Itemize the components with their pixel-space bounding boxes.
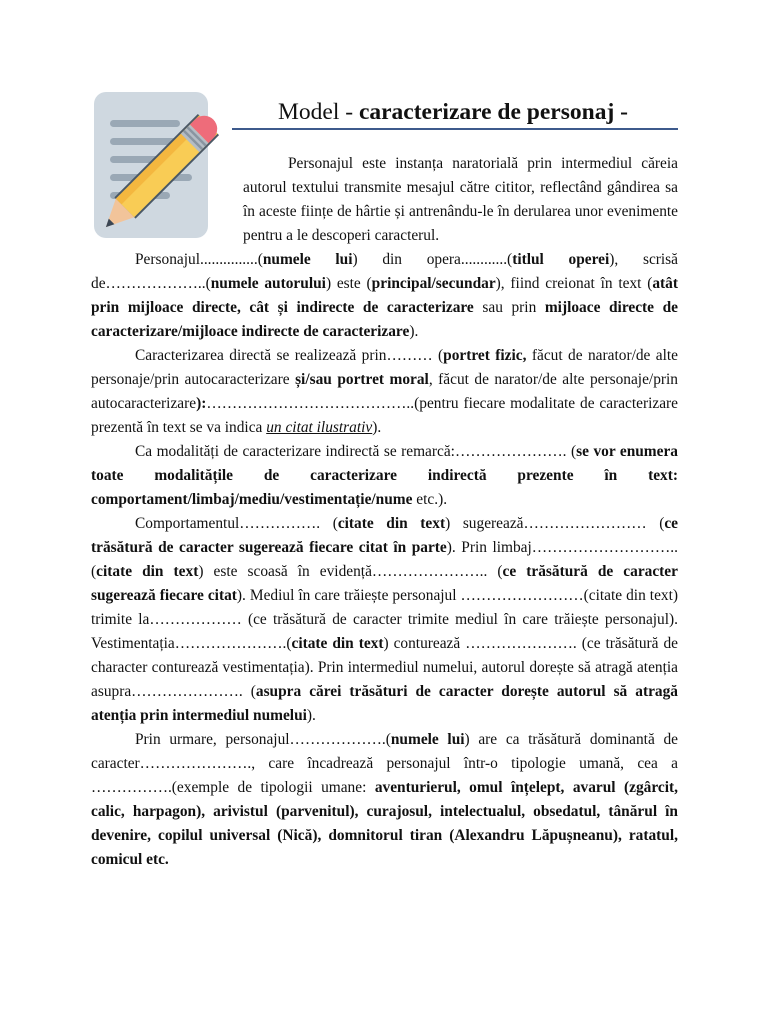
- text-run: Ca modalități de caracterizare indirectă se remarcă:…………………. (: [135, 443, 577, 460]
- bold-text: și/sau portret moral: [295, 371, 429, 388]
- bold-text: asupra cărei trăsături de caracter dorește autorul să atragă atenția prin intermediul numelui: [91, 683, 678, 724]
- paragraph-intro: [243, 152, 678, 248]
- text-run: ) are ca trăsătură dominantă de caracter…………………., care încadrează personajul într-o tipologie umană, cea a …………….(exemple de tipologii umane:: [91, 731, 678, 796]
- text-run: ). Mediul în care trăiește personajul ……………………(citate din text) trimite la……………… (ce trăsătură de caracter trimite mediul în care trăiește personajul). Vestimentația………………….(: [91, 587, 678, 652]
- bold-text: numele lui: [390, 731, 465, 748]
- text-run: ) este scoasă în evidență………………….. (: [198, 563, 503, 580]
- paragraph-concluzie: [91, 728, 678, 872]
- text-run: sau prin: [473, 299, 545, 316]
- title-divider: [232, 128, 678, 130]
- bold-text: ce trăsătură de caracter sugerează fiecare citat în parte: [91, 515, 678, 556]
- text-run: ).: [372, 419, 382, 436]
- bold-text: portret fizic,: [443, 347, 527, 364]
- text-run: ).: [306, 707, 316, 724]
- text-run: ) sugerează…………………… (: [445, 515, 665, 532]
- paragraph-caracterizare-indirecta: [91, 440, 678, 512]
- text-run: , făcut de narator/de alte personaje/prin autocaracterizare: [91, 371, 678, 412]
- text-run: ), fiind creionat în text (: [495, 275, 653, 292]
- text-run: ) din opera............(: [352, 251, 513, 268]
- citation-text: un citat ilustrativ: [266, 419, 373, 436]
- text-run: ) conturează …………………. (ce trăsătură de character conturează vestimentația). Prin intermediul numelui, autorul dorește să atragă atenția asupra…………………. (: [91, 635, 678, 700]
- text-run: Personajul este instanța naratorială prin intermediul căreia autorul textului transmite mesajul către cititor, reflectând gândirea sa în aceste ființe de hârtie și antrenându-le în derularea unor evenimente pentru a le descoperi caracterul.: [243, 155, 678, 244]
- text-run: Caracterizarea directă se realizează prin……… (: [135, 347, 444, 364]
- page-title: Model - caracterizare de personaj -: [278, 99, 628, 125]
- bold-text: mijloace directe de caracterizare/mijloace indirecte de caracterizare: [91, 299, 678, 340]
- text-run: …………………………………..(pentru fiecare modalitate de caracterizare prezentă în text se va indica: [91, 395, 678, 436]
- paragraph-personaj: [91, 248, 678, 344]
- bold-text: titlul operei: [512, 251, 610, 268]
- bold-text: ce trăsătură de caracter sugerează fiecare citat: [91, 563, 678, 604]
- bold-text: citate din text: [337, 515, 446, 532]
- bold-text: ):: [196, 395, 207, 412]
- text-run: ). Prin limbaj……………………….. (: [91, 539, 678, 580]
- bold-text: atât prin mijloace directe, cât și indirecte de caracterizare: [91, 275, 678, 316]
- text-run: etc.).: [412, 491, 448, 508]
- text-run: ).: [409, 323, 419, 340]
- text-run: făcut de narator/de alte personaje/prin autocaracterizare: [91, 347, 678, 388]
- bold-text: se vor enumera toate modalitățile de caracterizare indirectă prezente în text: comportament/limbaj/mediu/vestimentație/nume: [91, 443, 678, 508]
- paragraph-comportament: [91, 512, 678, 728]
- bold-text: numele autorului: [210, 275, 326, 292]
- bold-text: principal/secundar: [371, 275, 496, 292]
- text-run: Comportamentul……………. (: [135, 515, 338, 532]
- document-body: [91, 152, 678, 872]
- text-run: Personajul...............(: [135, 251, 263, 268]
- bold-text: aventurierul, omul înțelept, avarul (zgârcit, calic, harpagon), arivistul (parvenitul), curajosul, intelectualul, obsedatul, tânărul în devenire, copilul universal (Nică), domnitorul tiran (Alexandru Lăpușneanu), ratatul, comicul etc.: [91, 779, 679, 868]
- text-run: ) este (: [325, 275, 372, 292]
- bold-text: numele lui: [262, 251, 353, 268]
- bold-text: citate din text: [96, 563, 199, 580]
- bold-text: citate din text: [291, 635, 384, 652]
- text-run: ), scrisă de………………..(: [91, 251, 678, 292]
- paragraph-caracterizare-directa: [91, 344, 678, 440]
- text-run: Prin urmare, personajul……………….(: [135, 731, 391, 748]
